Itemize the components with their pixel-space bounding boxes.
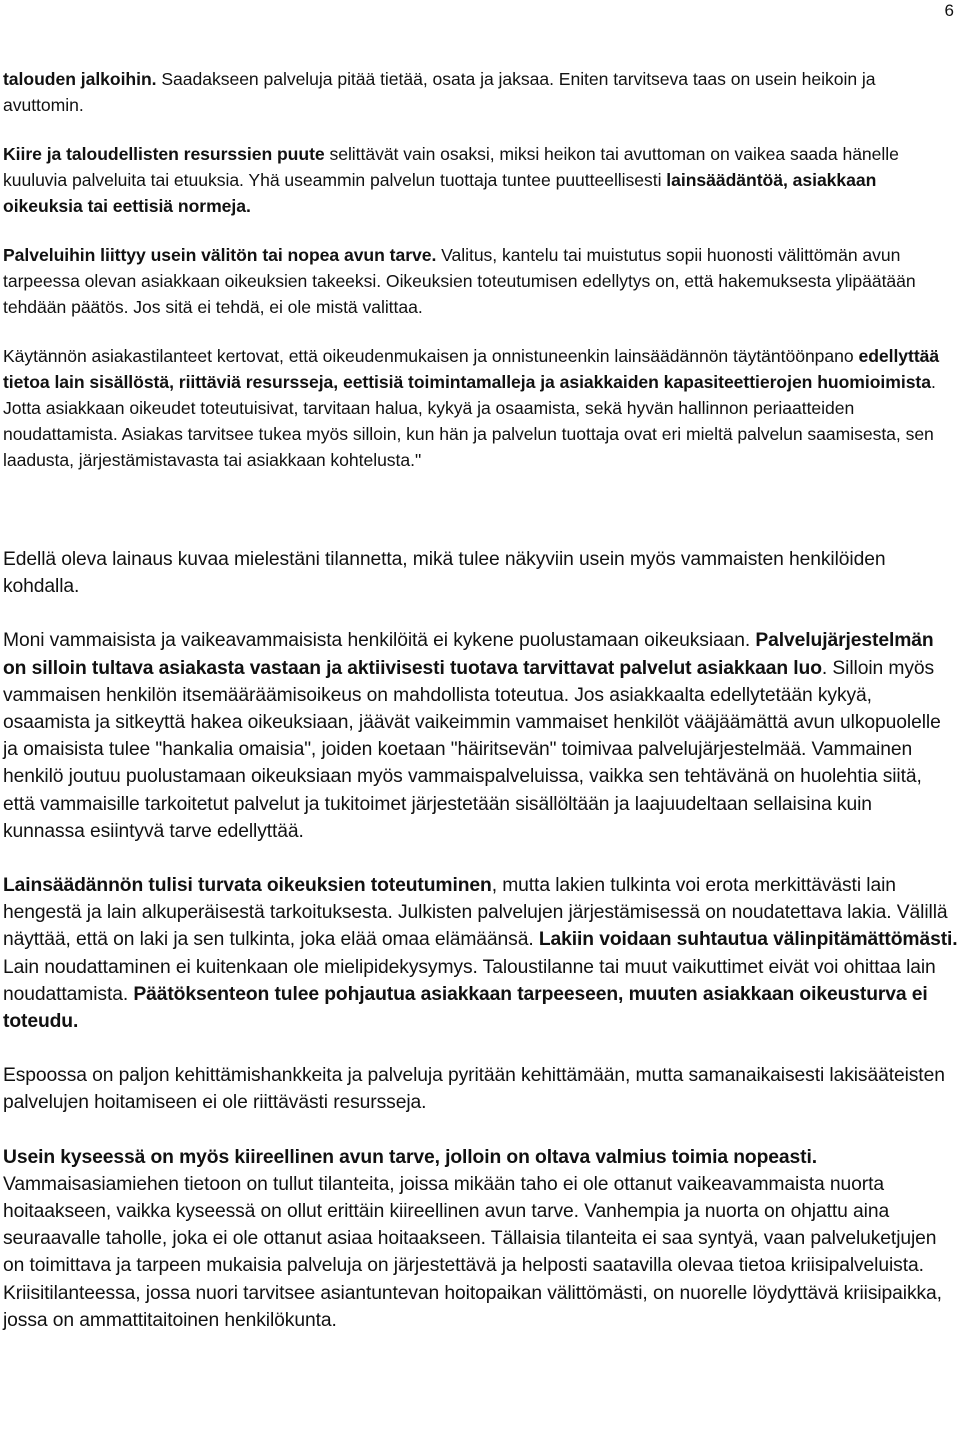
text-run: Kiire ja taloudellisten resurssien puute [3,144,325,164]
text-run: . Jotta asiakkaan oikeudet toteutuisivat, tarvitaan halua, kykyä ja osaamista, sekä hyvän hallinnon periaatteiden noudattamista. Asiakas tarvitsee tukea myös silloin, kun hän ja palvelun tuottaja ovat eri mieltä palvelun saamisesta, sen laadusta, järjestämistavasta tai asiakkaan kohtelusta." [3,372,936,470]
paragraph [3,66,958,118]
text-run: Palveluihin liittyy usein välitön tai nopea avun tarve. [3,245,437,265]
text-run: , mutta lakien tulkinta voi erota merkittävästi lain hengestä ja lain alkuperäisestä tarkoituksesta. Julkisten palvelujen järjestämisessä on noudatettava lakia. Välillä näyttää, että on laki ja sen tulkinta, joka elää omaa elämäänsä. [3,875,948,951]
paragraph [3,627,958,845]
text-run: Vammaisasiamiehen tietoon on tullut tilanteita, joissa mikään taho ei ole ottanut vaikeavammaista nuorta hoitaakseen, vaikka kyseessä on ollut erittäin kiireellinen avun tarve. Vanhempia ja nuorta on ohjattu aina seuraavalle taholle, joka ei ole ottanut asiaa hoitaakseen. Tällaisia tilanteita ei saa syntyä, vaan palveluketjujen on toimittava ja tarpeen mukaisia palveluja on järjestettävä ja helposti saatavilla olevaa tietoa kriisipalveluista. Kriisitilanteessa, jossa nuori tarvitsee asiantuntevan hoitopaikan välittömästi, on nuorelle löydyttävä kriisipaikka, jossa on ammattitaitoinen henkilökunta. [3,1173,942,1331]
text-run: talouden jalkoihin. [3,69,157,89]
text-run: Lainsäädännön tulisi turvata oikeuksien toteutuminen [3,875,492,897]
quoted-text-block [3,66,958,496]
text-run: Usein kyseessä on myös kiireellinen avun tarve, jolloin on oltava valmius toimia nopeasti. [3,1146,817,1168]
paragraph [3,242,958,320]
paragraph [3,1144,958,1334]
main-text-block [3,546,958,1361]
text-run: Lain noudattaminen ei kuitenkaan ole mielipidekysymys. Taloustilanne tai muut vaikuttimet eivät voi ohittaa lain noudattamista. [3,956,936,1005]
paragraph [3,343,958,473]
paragraph [3,1062,958,1116]
text-run: Käytännön asiakastilanteet kertovat, että oikeudenmukaisen ja onnistuneenkin lainsäädännön täytäntöönpano [3,346,859,366]
paragraph [3,141,958,219]
paragraph [3,872,958,1035]
text-run: . Silloin myös vammaisen henkilön itsemääräämisoikeus on mahdollista toteutua. Jos asiakkaalta edellytetään kykyä, osaamista ja sitkeyttä hakea oikeuksiaan, jäävät vaikeimmin vammaiset henkilöt vääjäämättä avun ulkopuolelle ja omaisista tulee "hankalia omaisia", joiden koetaan "häiritsevän" toimivaa palvelujärjestelmää. Vammainen henkilö joutuu puolustamaan oikeuksiaan myös vammaispalveluissa, vaikka sen tehtävänä on huolehtia siitä, että vammaisille tarkoitetut palvelut ja tukitoimet järjestetään sisällöltään ja laajuudeltaan sellaisina kuin kunnassa esiintyvä tarve edellyttää. [3,657,941,842]
text-run: Lakiin voidaan suhtautua välinpitämättömästi. [538,929,958,951]
text-run: Saadakseen palveluja pitää tietää, osata ja jaksaa. Eniten tarvitseva taas on usein heikoin ja avuttomin. [3,69,876,115]
text-run: selittävät vain osaksi, miksi heikon tai avuttoman on vaikea saada hänelle kuuluvia palveluita tai etuuksia. Yhä useammin palvelun tuottaja tuntee puutteellisesti [3,144,899,190]
page-number: 6 [944,1,954,20]
text-run: Palvelujärjestelmän on silloin tultava asiakasta vastaan ja aktiivisesti tuotava tarvittavat palvelut asiakkaan luo [3,630,934,679]
paragraph [3,546,958,600]
text-run: Valitus, kantelu tai muistutus sopii huonosti välittömän avun tarpeessa olevan asiakkaan oikeuksien takeeksi. Oikeuksien toteutumisen edellytys on, että hakemuksesta ylipäätään tehdään päätös. Jos sitä ei tehdä, ei ole mistä valittaa. [3,245,916,317]
text-run: edellyttää tietoa lain sisällöstä, riittäviä resursseja, eettisiä toimintamalleja ja asiakkaiden kapasiteettierojen huomioimista [3,346,940,392]
text-run: Espoossa on paljon kehittämishankkeita ja palveluja pyritään kehittämään, mutta samanaikaisesti lakisääteisten palvelujen hoitamiseen ei ole riittävästi resursseja. [3,1065,945,1114]
text-run: lainsäädäntöä, asiakkaan oikeuksia tai eettisiä normeja. [3,170,877,216]
text-run: Päätöksenteon tulee pohjautua asiakkaan tarpeeseen, muuten asiakkaan oikeusturva ei toteudu. [3,983,928,1033]
text-run: Moni vammaisista ja vaikeavammaisista henkilöitä ei kykene puolustamaan oikeuksiaan. [3,630,756,652]
text-run: Edellä oleva lainaus kuvaa mielestäni tilannetta, mikä tulee näkyviin usein myös vammaisten henkilöiden kohdalla. [3,549,886,598]
